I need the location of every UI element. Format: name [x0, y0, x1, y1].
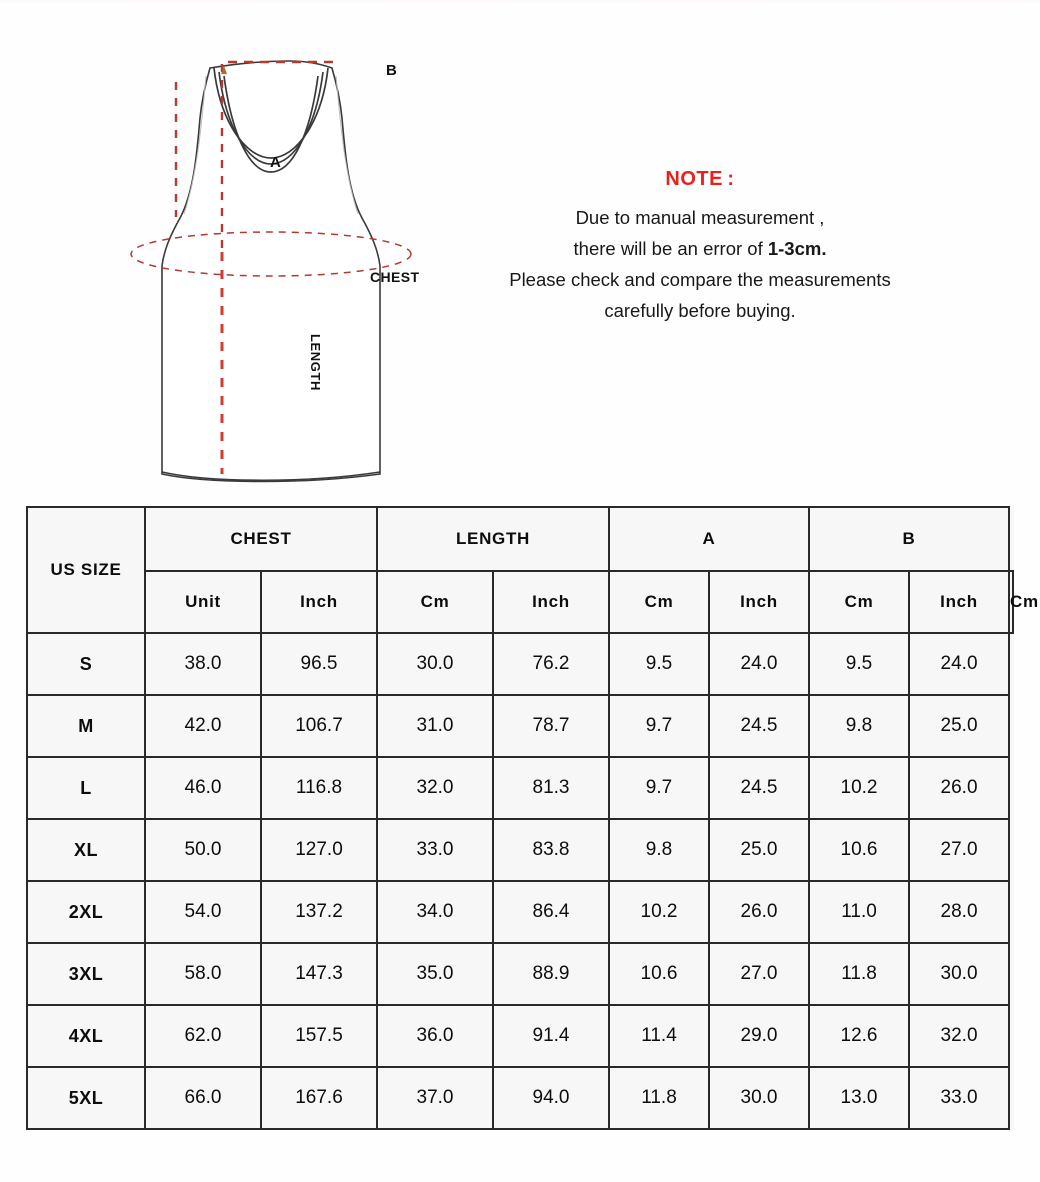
- note-block: [455, 168, 945, 326]
- table-row: [27, 819, 1013, 881]
- tank-top-outline: [162, 61, 380, 482]
- subheader-length-inch: Inch: [493, 571, 609, 633]
- cell-b-cm: 27.0: [909, 819, 1009, 881]
- cell-size: XL: [27, 819, 145, 881]
- table-row: [27, 633, 1013, 695]
- table-row: [27, 695, 1013, 757]
- header-us-size: US SIZE: [27, 507, 145, 633]
- size-table: [26, 506, 1039, 1130]
- cell-b-inch: 9.5: [809, 633, 909, 695]
- header-chest: CHEST: [145, 507, 377, 571]
- cell-b-cm: 26.0: [909, 757, 1009, 819]
- cell-a-inch: 10.6: [609, 943, 709, 1005]
- cell-length-cm: 76.2: [493, 633, 609, 695]
- cell-chest-inch: 42.0: [145, 695, 261, 757]
- subheader-b-inch: Inch: [909, 571, 1009, 633]
- cell-b-inch: 11.0: [809, 881, 909, 943]
- cell-a-cm: 29.0: [709, 1005, 809, 1067]
- cell-b-inch: 11.8: [809, 943, 909, 1005]
- label-a: A: [270, 154, 281, 171]
- cell-size: 3XL: [27, 943, 145, 1005]
- header-a: A: [609, 507, 809, 571]
- cell-b-inch: 12.6: [809, 1005, 909, 1067]
- cell-length-inch: 34.0: [377, 881, 493, 943]
- cell-b-cm: 25.0: [909, 695, 1009, 757]
- subheader-unit: Unit: [145, 571, 261, 633]
- cell-a-inch: 9.7: [609, 695, 709, 757]
- cell-chest-cm: 127.0: [261, 819, 377, 881]
- cell-length-cm: 78.7: [493, 695, 609, 757]
- cell-length-cm: 91.4: [493, 1005, 609, 1067]
- cell-chest-inch: 46.0: [145, 757, 261, 819]
- cell-a-inch: 9.5: [609, 633, 709, 695]
- cell-chest-cm: 96.5: [261, 633, 377, 695]
- table-row: [27, 943, 1013, 1005]
- table-row: [27, 1067, 1013, 1129]
- header-length: LENGTH: [377, 507, 609, 571]
- cell-length-inch: 31.0: [377, 695, 493, 757]
- top-divider: [0, 0, 1040, 4]
- cell-chest-cm: 137.2: [261, 881, 377, 943]
- label-b: B: [386, 62, 397, 79]
- cell-chest-inch: 66.0: [145, 1067, 261, 1129]
- cell-chest-inch: 38.0: [145, 633, 261, 695]
- cell-chest-cm: 116.8: [261, 757, 377, 819]
- cell-b-cm: 24.0: [909, 633, 1009, 695]
- cell-a-cm: 24.5: [709, 757, 809, 819]
- cell-length-inch: 32.0: [377, 757, 493, 819]
- cell-size: L: [27, 757, 145, 819]
- table-row: [27, 1005, 1013, 1067]
- cell-size: M: [27, 695, 145, 757]
- cell-chest-cm: 147.3: [261, 943, 377, 1005]
- cell-b-cm: 32.0: [909, 1005, 1009, 1067]
- garment-diagram: [118, 22, 448, 492]
- cell-a-inch: 9.7: [609, 757, 709, 819]
- cell-a-cm: 27.0: [709, 943, 809, 1005]
- note-line-2: [455, 233, 945, 264]
- table-sub-header-row: [27, 571, 1013, 633]
- cell-length-inch: 36.0: [377, 1005, 493, 1067]
- cell-chest-inch: 50.0: [145, 819, 261, 881]
- cell-size: S: [27, 633, 145, 695]
- note-error-range: 1-3cm.: [767, 238, 827, 259]
- cell-length-cm: 94.0: [493, 1067, 609, 1129]
- cell-chest-inch: 62.0: [145, 1005, 261, 1067]
- header-b: B: [809, 507, 1009, 571]
- cell-length-inch: 33.0: [377, 819, 493, 881]
- cell-a-cm: 30.0: [709, 1067, 809, 1129]
- cell-length-cm: 88.9: [493, 943, 609, 1005]
- label-chest: CHEST: [370, 269, 420, 285]
- table-row: [27, 881, 1013, 943]
- cell-a-cm: 26.0: [709, 881, 809, 943]
- subheader-b-cm: Cm: [1009, 571, 1013, 633]
- note-line-1: Due to manual measurement ,: [575, 207, 825, 228]
- note-line-4: carefully before buying.: [604, 300, 796, 321]
- cell-size: 4XL: [27, 1005, 145, 1067]
- cell-b-inch: 9.8: [809, 695, 909, 757]
- cell-chest-cm: 157.5: [261, 1005, 377, 1067]
- cell-a-cm: 24.5: [709, 695, 809, 757]
- subheader-a-cm: Cm: [809, 571, 909, 633]
- cell-b-inch: 10.2: [809, 757, 909, 819]
- table-group-header-row: [27, 507, 1013, 571]
- subheader-a-inch: Inch: [709, 571, 809, 633]
- cell-size: 2XL: [27, 881, 145, 943]
- subheader-length-cm: Cm: [609, 571, 709, 633]
- table-body: [27, 633, 1013, 1129]
- cell-size: 5XL: [27, 1067, 145, 1129]
- note-line-3: Please check and compare the measurements: [509, 269, 891, 290]
- cell-b-inch: 13.0: [809, 1067, 909, 1129]
- label-length: LENGTH: [308, 334, 323, 392]
- cell-b-cm: 33.0: [909, 1067, 1009, 1129]
- cell-b-cm: 30.0: [909, 943, 1009, 1005]
- cell-chest-inch: 54.0: [145, 881, 261, 943]
- table-row: [27, 757, 1013, 819]
- note-title: NOTE :: [665, 168, 735, 190]
- cell-chest-cm: 106.7: [261, 695, 377, 757]
- subheader-chest-inch: Inch: [261, 571, 377, 633]
- cell-chest-cm: 167.6: [261, 1067, 377, 1129]
- cell-length-inch: 35.0: [377, 943, 493, 1005]
- cell-chest-inch: 58.0: [145, 943, 261, 1005]
- cell-a-cm: 24.0: [709, 633, 809, 695]
- cell-length-inch: 30.0: [377, 633, 493, 695]
- cell-a-inch: 10.2: [609, 881, 709, 943]
- cell-a-cm: 25.0: [709, 819, 809, 881]
- cell-length-cm: 86.4: [493, 881, 609, 943]
- cell-length-inch: 37.0: [377, 1067, 493, 1129]
- cell-a-inch: 9.8: [609, 819, 709, 881]
- cell-length-cm: 83.8: [493, 819, 609, 881]
- cell-b-inch: 10.6: [809, 819, 909, 881]
- cell-b-cm: 28.0: [909, 881, 1009, 943]
- cell-length-cm: 81.3: [493, 757, 609, 819]
- subheader-chest-cm: Cm: [377, 571, 493, 633]
- note-line-2-prefix: there will be an error of: [573, 238, 768, 259]
- cell-a-inch: 11.8: [609, 1067, 709, 1129]
- cell-a-inch: 11.4: [609, 1005, 709, 1067]
